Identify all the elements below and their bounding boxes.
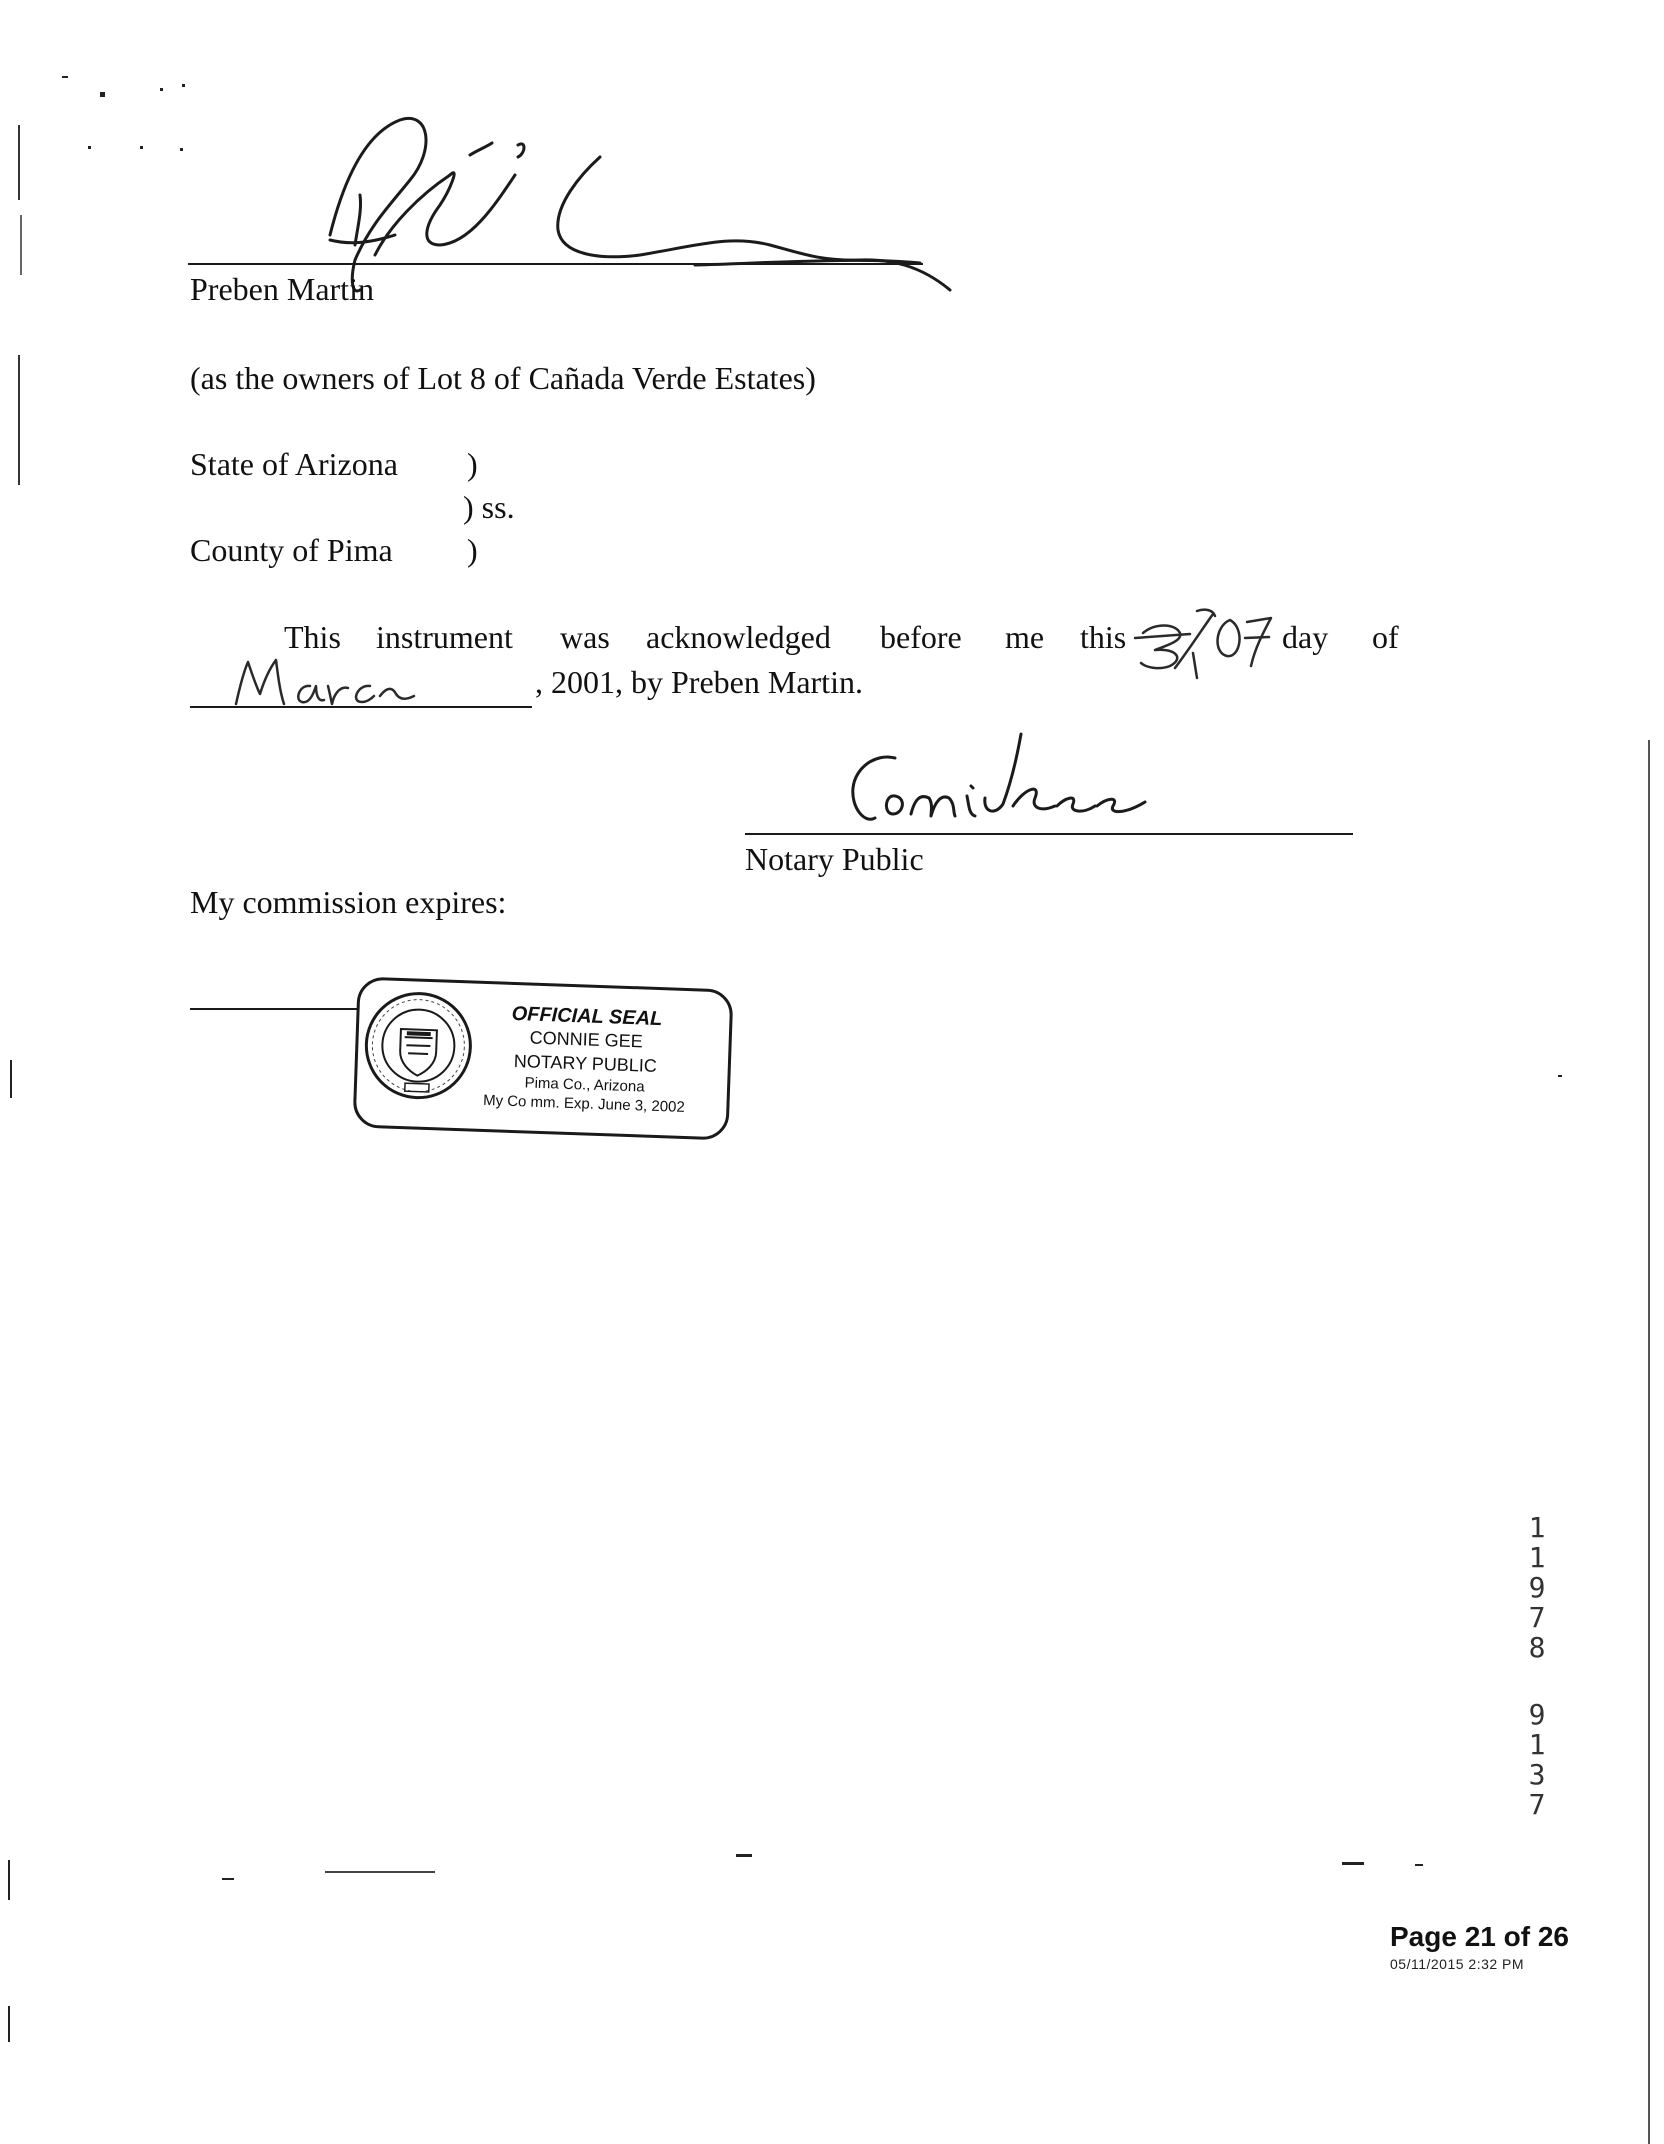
signatory-name: Preben Martin [190,271,374,307]
ack-word: me [1005,619,1045,655]
seal-line-county: Pima Co., Arizona [524,1074,645,1096]
ack-word: day [1282,619,1329,655]
recording-digit: 7 [1528,1788,1546,1821]
scan-margin-bar [18,355,20,485]
scan-speck [180,148,183,151]
scan-speck [160,88,163,91]
print-timestamp: 05/11/2015 2:32 PM [1390,1956,1525,1972]
seal-line-notary-public: NOTARY PUBLIC [513,1050,658,1076]
ack-line2-rest: , 2001, by Preben Martin. [535,664,863,700]
seal-line-name: CONNIE GEE [529,1027,644,1052]
scan-speck [62,76,68,78]
scan-speck [100,92,105,97]
scan-speck [10,1060,12,1098]
seal-line-expiration: My Co mm. Exp. June 3, 2002 [482,1091,686,1116]
venue-paren-top: ) [467,446,478,482]
notary-title: Notary Public [745,841,924,877]
recording-digit: 9 [1528,1571,1546,1604]
scan-speck [88,146,91,149]
venue-county: County of Pima [190,532,393,568]
handwritten-month [232,656,417,711]
ack-word: of [1372,619,1399,655]
recording-number-group-2 [1520,1700,1554,1820]
scan-speck [736,1854,752,1857]
ack-word: was [560,619,610,655]
official-seal-stamp [352,976,733,1140]
scan-speck [8,2006,10,2042]
scan-speck [20,215,22,275]
signatory-capacity: (as the owners of Lot 8 of Cañada Verde Estates) [190,360,816,396]
recording-digit: 3 [1528,1758,1546,1791]
signature-notary [845,728,1185,833]
recording-number-group-1 [1520,1513,1554,1663]
commission-expires-label: My commission expires: [190,884,507,920]
recording-digit: 1 [1528,1511,1546,1544]
scan-speck [1558,1075,1562,1077]
scan-speck [1415,1864,1423,1866]
ack-word: acknowledged [646,619,831,655]
scan-speck [8,1860,10,1900]
commission-date-line [190,1008,370,1010]
venue-ss: ) ss. [463,489,515,525]
seal-line-official-seal: OFFICIAL SEAL [511,1002,663,1031]
scan-speck [1342,1862,1364,1865]
handwritten-day [1135,608,1275,683]
page-number: Page 21 of 26 [1390,1921,1569,1952]
ack-word: This [284,619,341,655]
venue-state: State of Arizona [190,446,398,482]
scan-speck [140,146,143,149]
ack-word: this [1080,619,1127,655]
scan-margin-bar [18,125,20,200]
recording-digit: 1 [1528,1728,1546,1761]
recording-digit: 7 [1528,1601,1546,1634]
scan-speck [222,1878,234,1880]
ack-word: before [880,619,962,655]
scan-speck [325,1871,435,1873]
scan-margin-bar [1648,740,1650,2144]
recording-digit: 8 [1528,1631,1546,1664]
venue-paren-bottom: ) [467,532,478,568]
recording-digit: 1 [1528,1541,1546,1574]
recording-digit: 9 [1528,1698,1546,1731]
scan-speck [182,84,185,87]
ack-word: instrument [376,619,513,655]
signature-preben-martin [300,95,960,305]
notary-signature-line [745,833,1353,835]
